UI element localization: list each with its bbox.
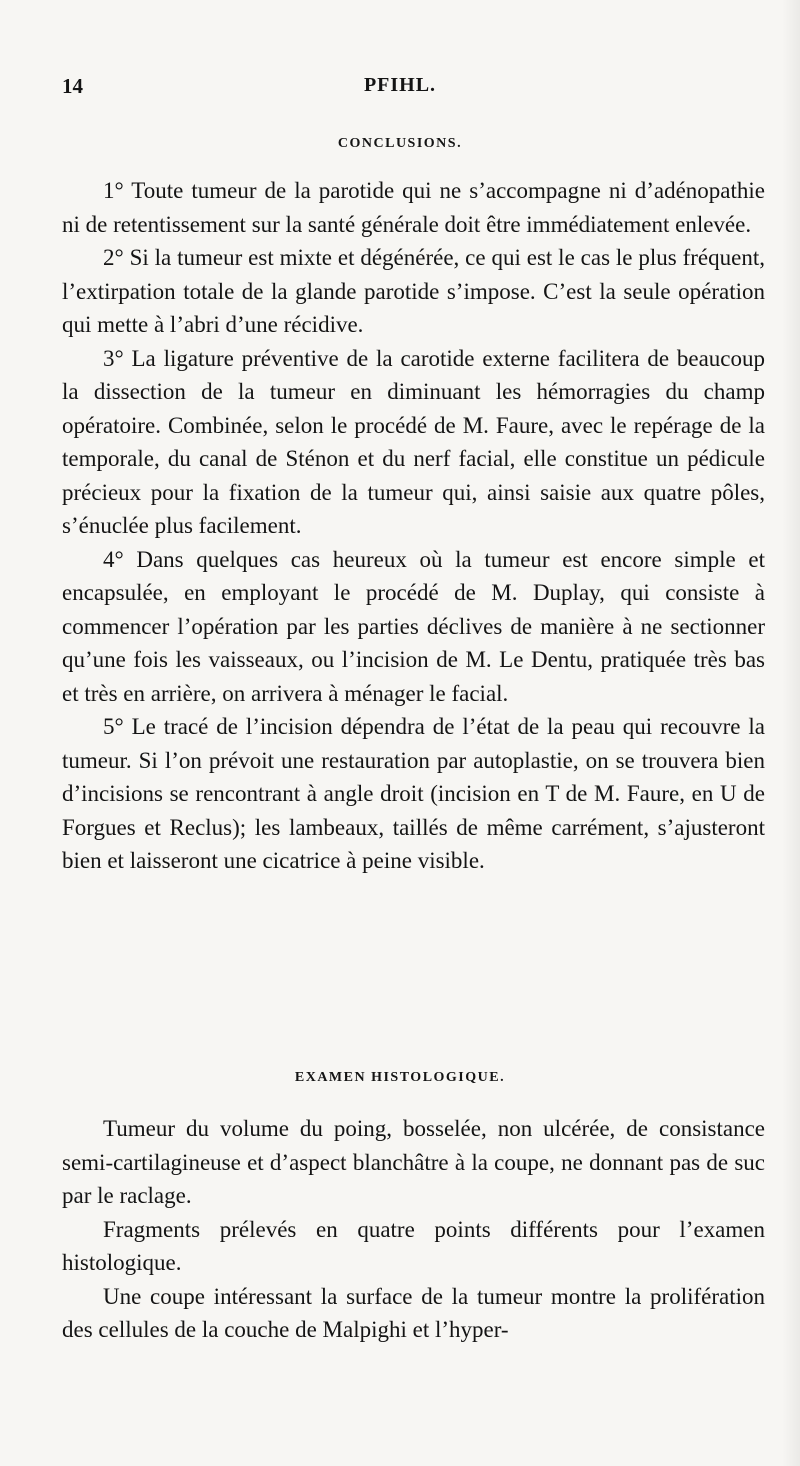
conclusion-paragraph-3: 3° La ligature préventive de la carotide externe facilitera de beaucoup la dissection de la tumeur en diminuant les hémorragies du champ opératoire. Combinée, selon le procédé de M. Faure, avec le repérage de la temporale, du canal de Sténon et du nerf facial, elle constitue un pédicule précieux pour la fixation de la tumeur qui, ainsi saisie aux quatre pôles, s’énuclée plus facilement. bbox=[62, 345, 765, 538]
examen-paragraph-2: Fragments prélevés en quatre points différents pour l’examen histologique. bbox=[62, 1216, 765, 1275]
conclusions-heading: CONCLUSIONS. bbox=[337, 136, 463, 151]
page-edge-shadow bbox=[782, 0, 800, 1466]
examen-paragraph-1: Tumeur du volume du poing, bosselée, non ulcérée, de consistance semi-cartilagineuse et d’aspect blanchâtre à la coupe, ne donnant pas de suc par le raclage. bbox=[62, 1116, 765, 1208]
examen-paragraph-3: Une coupe intéressant la surface de la tumeur montre la prolifération des cellules de la couche de Malpighi et l’hyper- bbox=[62, 1283, 765, 1342]
page-number: 14 bbox=[62, 74, 83, 98]
conclusion-paragraph-5: 5° Le tracé de l’incision dépendra de l’état de la peau qui recouvre la tumeur. Si l’on prévoit une restauration par autoplastie, on se trouvera bien d’incisions se rencontrant à angle droit (incision en T de M. Faure, en U de Forgues et Reclus); les lambeaux, taillés de même carrément, s’ajusteront bien et laisseront une cicatrice à peine visible. bbox=[62, 714, 765, 873]
examen-heading: EXAMEN HISTOLOGIQUE. bbox=[294, 1070, 506, 1085]
running-title: PFIHL. bbox=[363, 74, 437, 96]
examen-body bbox=[62, 1112, 765, 1347]
conclusions-body bbox=[62, 174, 765, 878]
conclusion-paragraph-2: 2° Si la tumeur est mixte et dégénérée, ce qui est le cas le plus fréquent, l’extirpation totale de la glande parotide s’impose. C’est la seule opération qui mette à l’abri d’une récidive. bbox=[62, 245, 765, 337]
conclusion-paragraph-4: 4° Dans quelques cas heureux où la tumeur est encore simple et encapsulée, en employant le procédé de M. Duplay, qui consiste à commencer l’opération par les parties déclives de manière à ne sectionner qu’une fois les vaisseaux, ou l’incision de M. Le Dentu, pratiquée très bas et très en arrière, on arrivera à ménager le facial. bbox=[62, 546, 765, 706]
conclusion-paragraph-1: 1° Toute tumeur de la parotide qui ne s’accompagne ni d’adénopathie ni de retentissement sur la santé générale doit être immédiatement enlevée. bbox=[62, 178, 765, 237]
